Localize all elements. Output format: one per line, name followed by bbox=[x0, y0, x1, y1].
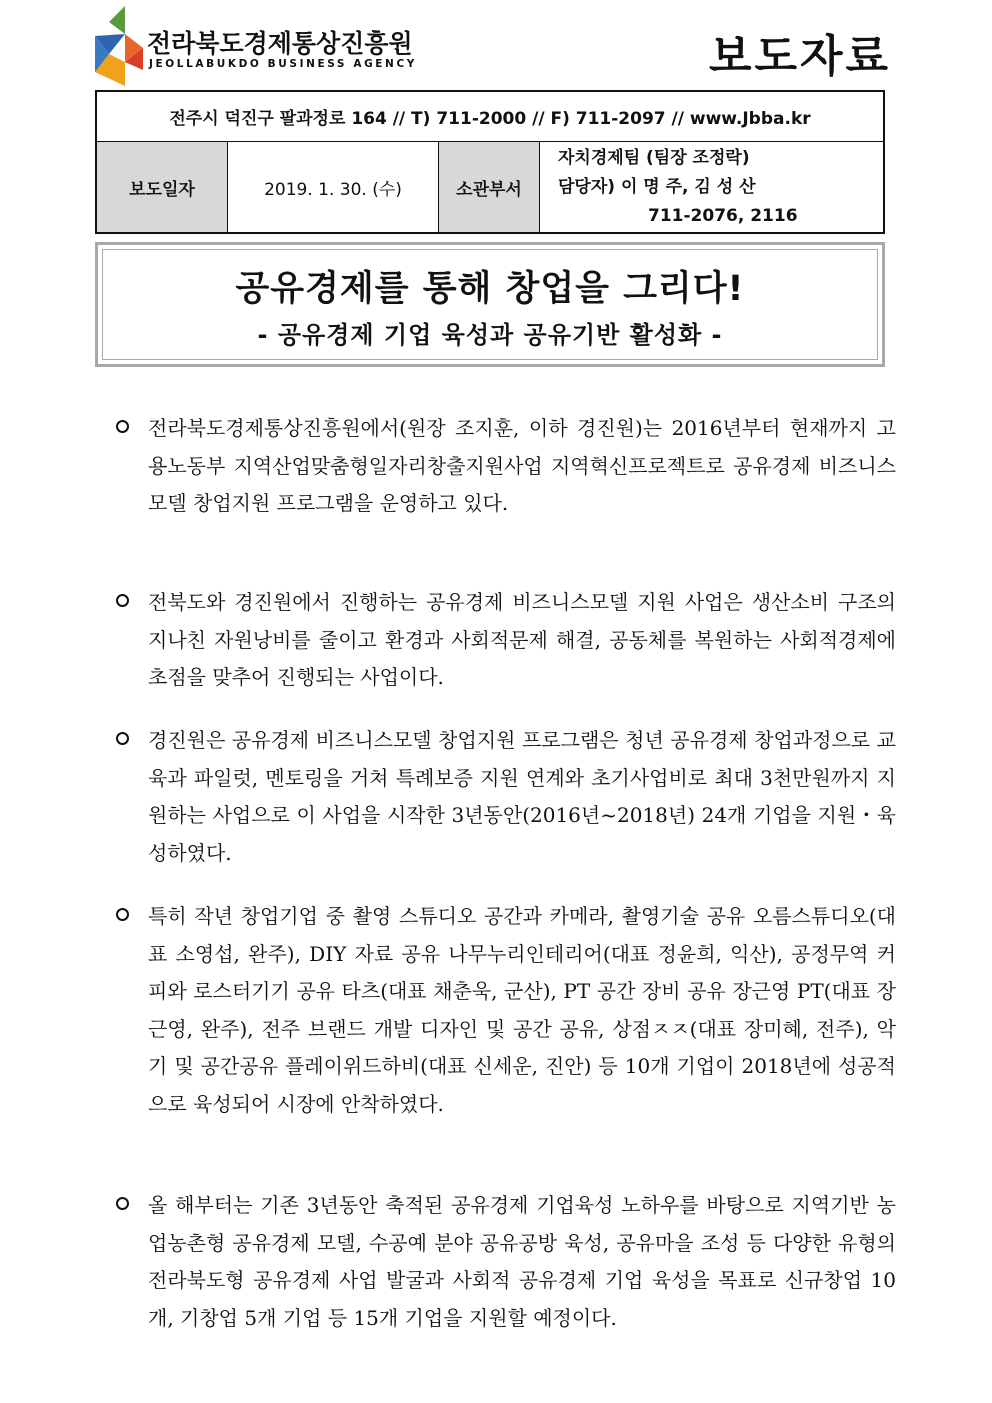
body-paragraph: 특히 작년 창업기업 중 촬영 스튜디오 공간과 카메라, 촬영기술 공유 오름스튜디오(대표 소영섭, 완주), DIY 자료 공유 나무누리인테리어(대표 정윤희, 익산), 공정무역 커피와 로스터기기 공유 타츠(대표 채춘욱, 군산), PT 공간 장비 공유 장근영 PT(대표 장근영, 완주), 전주 브랜드 개발 디자인 및 공간 공유, 상점ㅈㅈ(대표 장미혜, 전주), 악기 및 공간공유 플레이위드하비(대표 신세운, 진안) 등 10개 기업이 2018년에 성공적으로 육성되어 시장에 안착하였다. bbox=[116, 898, 896, 1123]
org-name-kr: 전라북도경제통상진흥원 bbox=[147, 29, 413, 58]
body-paragraph: 전라북도경제통상진흥원에서(원장 조지훈, 이하 경진원)는 2016년부터 현재까지 고용노동부 지역산업맞춤형일자리창출지원사업 지역혁신프로젝트로 공유경제 비즈니스모델 창업지원 프로그램을 운영하고 있다. bbox=[116, 410, 896, 523]
org-name-en: JEOLLABUKDO BUSINESS AGENCY bbox=[149, 58, 417, 70]
agency-logo bbox=[95, 6, 425, 86]
dept-label: 소관부서 bbox=[439, 142, 540, 234]
contact-line: 전주시 덕진구 팔과정로 164 // T) 711-2000 // F) 711-2097 // www.Jbba.kr bbox=[96, 91, 884, 142]
headline-subtitle: - 공유경제 기업 육성과 공유기반 활성화 - bbox=[257, 321, 723, 349]
circle-bullet-icon bbox=[116, 420, 129, 433]
agency-logo-icon bbox=[95, 6, 145, 86]
dept-contacts: 담당자) 이 명 주, 김 성 산 bbox=[558, 176, 756, 197]
date-value: 2019. 1. 30. (수) bbox=[228, 142, 439, 234]
dept-phone: 711-2076, 2116 bbox=[648, 205, 798, 226]
contact-row bbox=[96, 91, 884, 142]
doc-type-title: 보도자료 bbox=[708, 31, 891, 82]
body-paragraph: 경진원은 공유경제 비즈니스모델 창업지원 프로그램은 청년 공유경제 창업과정으로 교육과 파일럿, 멘토링을 거쳐 특례보증 지원 연계와 초기사업비로 최대 3천만원까지 지원하는 사업으로 이 사업을 시작한 3년동안(2016년~2018년) 24개 기업을 지원・육성하였다. bbox=[116, 722, 896, 872]
date-label: 보도일자 bbox=[96, 142, 228, 234]
circle-bullet-icon bbox=[116, 594, 129, 607]
dept-team: 자치경제팀 (팀장 조정락) bbox=[558, 147, 750, 168]
circle-bullet-icon bbox=[116, 1197, 129, 1210]
headline-title: 공유경제를 통해 창업을 그리다! bbox=[235, 269, 745, 309]
circle-bullet-icon bbox=[116, 908, 129, 921]
dept-info bbox=[540, 142, 885, 234]
meta-row bbox=[96, 142, 884, 234]
press-info-table bbox=[95, 90, 885, 234]
headline-box bbox=[95, 242, 885, 367]
body-paragraph: 전북도와 경진원에서 진행하는 공유경제 비즈니스모델 지원 사업은 생산소비 구조의 지나친 자원낭비를 줄이고 환경과 사회적문제 해결, 공동체를 복원하는 사회적경제에 초점을 맞추어 진행되는 사업이다. bbox=[116, 584, 896, 697]
circle-bullet-icon bbox=[116, 732, 129, 745]
body-paragraph: 올 해부터는 기존 3년동안 축적된 공유경제 기업육성 노하우를 바탕으로 지역기반 농업농촌형 공유경제 모델, 수공예 분야 공유공방 육성, 공유마을 조성 등 다양한 유형의 전라북도형 공유경제 사업 발굴과 사회적 공유경제 기업 육성을 목표로 신규창업 10개, 기창업 5개 기업 등 15개 기업을 지원할 예정이다. bbox=[116, 1187, 896, 1337]
page-header bbox=[95, 6, 895, 90]
